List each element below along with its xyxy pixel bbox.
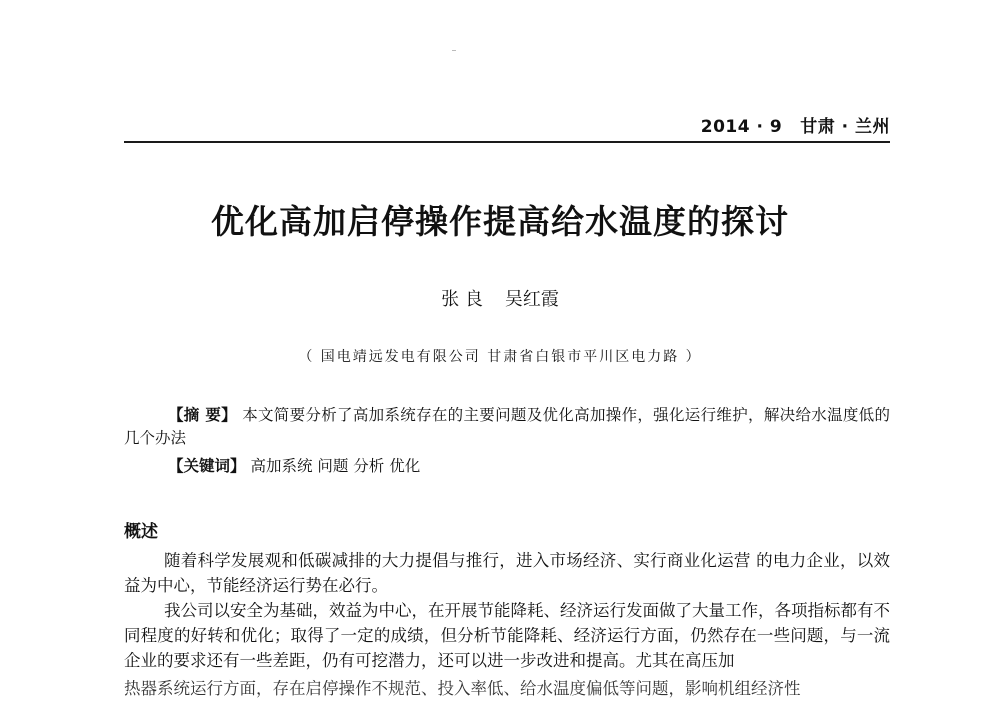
conference-location: 甘肃 · 兰州 bbox=[800, 117, 890, 137]
scan-speck bbox=[452, 50, 456, 51]
cut-off-line: 热器系统运行方面，存在启停操作不规范、投入率低、给水温度偏低等问题，影响机组经济性 bbox=[124, 679, 801, 698]
author-2: 吴红霞 bbox=[504, 289, 559, 310]
article-title: 优化高加启停操作提高给水温度的探讨 bbox=[211, 202, 789, 241]
abstract-text: 本文简要分析了高加系统存在的主要问题及优化高加操作，强化运行维护，解决给水温度低的几个办法 bbox=[124, 406, 890, 447]
paragraph: 我公司以安全为基础，效益为中心，在开展节能降耗、经济运行发面做了大量工作，各项指标都有不同程度的好转和优化；取得了一定的成绩，但分析节能降耗、经济运行方面，仍然存在一些问题，与一流企业的要求还有一些差距，仍有可挖潜力，还可以进一步改进和提高。尤其在高压加 bbox=[124, 601, 890, 670]
keywords-text: 高加系统 问题 分析 优化 bbox=[250, 457, 421, 475]
abstract bbox=[124, 404, 890, 450]
affiliation: （ 国电靖远发电有限公司 甘肃省白银市平川区电力路 ） bbox=[298, 349, 702, 365]
running-header bbox=[701, 112, 890, 137]
abstract-label: 【摘 要】 bbox=[168, 406, 237, 424]
author-list bbox=[0, 285, 1000, 311]
issue-date: 2014 · 9 bbox=[700, 117, 783, 137]
header-rule bbox=[124, 141, 890, 143]
section-body bbox=[124, 548, 890, 673]
paragraph: 随着科学发展观和低碳减排的大力提倡与推行，进入市场经济、实行商业化运营 的电力企业，以效益为中心，节能经济运行势在必行。 bbox=[124, 551, 890, 595]
keywords-label: 【关键词】 bbox=[168, 457, 246, 475]
keywords bbox=[124, 455, 890, 478]
section-heading-overview: 概述 bbox=[124, 522, 158, 542]
author-1: 张 良 bbox=[441, 289, 483, 310]
